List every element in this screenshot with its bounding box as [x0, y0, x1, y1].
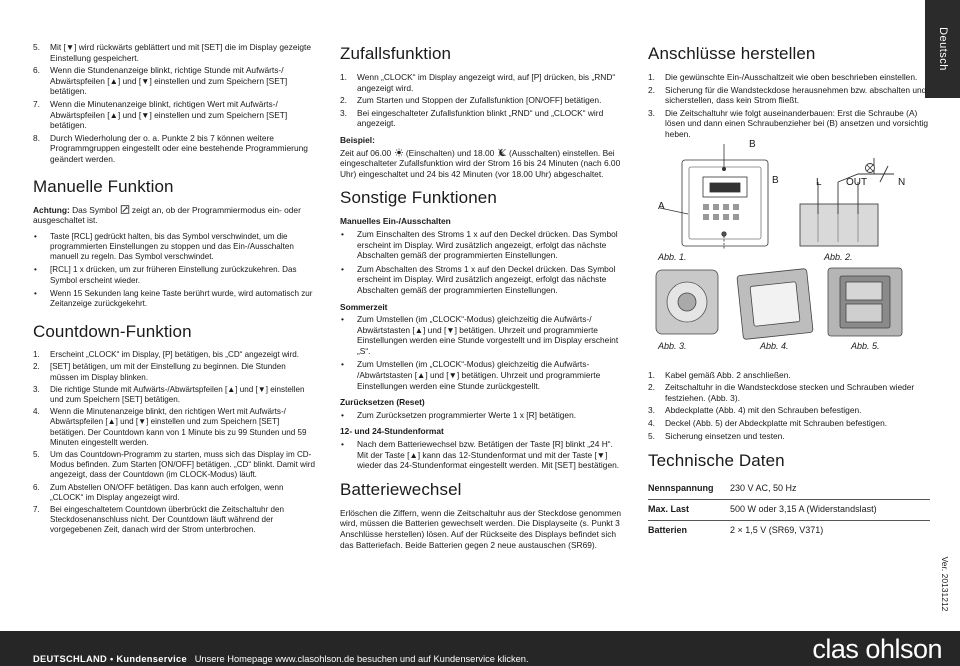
sun-icon [394, 148, 404, 157]
figure-label-b-1: B [749, 138, 756, 150]
programming-steps-list [33, 42, 315, 165]
section-title-other: Sonstige Funktionen [340, 188, 497, 208]
install-steps-list [648, 370, 930, 442]
reset-heading: Zurücksetzen (Reset) [340, 397, 425, 408]
list-item: • Wenn 15 Sekunden lang keine Taste berührt wurde, wird automatisch zur Zeitanzeige zurückgekehrt. [33, 289, 315, 309]
battery-text: Erlöschen die Ziffern, wenn die Zeitschaltuhr aus der Steckdose genommen wird, müssen die Batterien gewechselt werden. Die Displayseite (s. Punkt 3 Anschlüsse herstellen) lösen. Auf der Rückseite des Displays befindet sich das Batteriefach. Beide Batterien gegen 2 neue austauschen (SR69). [340, 507, 622, 550]
list-item: 3. Die richtige Stunde mit Aufwärts-/Abwärtspfeilen [▲] und [▼] einstellen und zum Speichern [SET] betätigen. [33, 385, 315, 405]
wiring-drawing [800, 158, 894, 246]
countdown-steps-list [33, 350, 315, 535]
column-middle [340, 44, 623, 553]
list-item: 1. Kabel gemäß Abb. 2 anschließen. [648, 370, 930, 381]
list-item: • Zum Umstellen (im „CLOCK“-Modus) gleichzeitig die Aufwärts- /Abwärtstasten [▲] und [▼] betätigen. Uhrzeit und programmierte Einstellungen werden eine Stunde zurückgestellt. [340, 359, 623, 391]
timer-front-drawing [660, 144, 768, 250]
footer-website-note: Unsere Homepage www.clasohlson.de besuchen und auf Kundenservice klicken. [194, 654, 529, 664]
section-title-manual: Manuelle Funktion [33, 176, 174, 196]
list-item: 2. Sicherung für die Wandsteckdose herausnehmen bzw. abschalten und sicherstellen, dass kein Strom fließt. [648, 85, 930, 106]
table-row: Nennspannung 230 V AC, 50 Hz [648, 479, 930, 500]
list-item: • Nach dem Batteriewechsel bzw. Betätigen der Taste [R] blinkt „24 H“. Mit der Taste [▲] kann das 12-Stundenformat und mit der Taste [▼] wieder das 24-Stundenformat eingestellt werden. Mit [SET] bestätigen. [340, 439, 623, 471]
figure-caption-3: Abb. 3. [658, 340, 687, 351]
list-item: 5. Mit [▼] wird rückwärts geblättert und mit [SET] die im Display gezeigte Einstellung gespeichert. [33, 42, 315, 63]
manual-switch-bullets [340, 229, 623, 296]
list-item: 1. Wenn „CLOCK“ im Display angezeigt wird, auf [P] drücken, bis „RND“ angezeigt wird. [340, 72, 623, 93]
list-item: • Zum Umstellen (im „CLOCK“-Modus) gleichzeitig die Aufwärts-/ Abwärtstasten [▲] und [▼] betätigen. Uhrzeit und programmierte Einstellungen werden eine Stunde vorgestellt und im Display erscheint „S“. [340, 314, 623, 356]
version-label: Ver. 20131212 [940, 556, 950, 612]
summer-time-bullets [340, 314, 623, 391]
section-title-connect: Anschlüsse herstellen [648, 44, 816, 63]
program-mode-icon [120, 205, 130, 214]
list-item: 3. Abdeckplatte (Abb. 4) mit den Schrauben befestigen. [648, 405, 930, 416]
list-item: • Zum Abschalten des Stroms 1 x auf den Deckel drücken. Das Symbol erscheint im Display. Wird zusätzlich angezeigt, erfolgt das nächste Abschalten gemäß der programmierten Einstellungen. [340, 264, 623, 296]
column-left [33, 42, 315, 538]
spacer [648, 443, 930, 451]
spacer [33, 312, 315, 322]
reset-bullets [340, 410, 623, 421]
moon-icon [497, 148, 507, 157]
specs-table [648, 479, 930, 541]
list-item: 6. Wenn die Stundenanzeige blinkt, richtige Stunde mit Aufwärts-/ Abwärtspfeilen [▲] und [▼] einstellen und zum Speichern [SET] betätigen. [33, 65, 315, 97]
example-text: Zeit auf 06.00 (Einschalten) und 18.00 (Ausschalten) einstellen. Bei eingeschalteter Zufallsfunktion wird der Strom 16 bis 24 Minuten (nach 6.00 Uhr) eingeschaltet und 24 bis 42 Minuten (vor 18.00 Uhr) abgeschaltet. [340, 147, 621, 179]
list-item: 3. Die Zeitschaltuhr wie folgt auseinanderbauen: Erst die Schraube (A) lösen und dann einen Schraubenzieher bei (B) ansetzen und vorsichtig heben. [648, 108, 930, 140]
list-item: 1. Erscheint „CLOCK“ im Display, [P] betätigen, bis „CD“ angezeigt wird. [33, 350, 315, 360]
section-title-countdown: Countdown-Funktion [33, 322, 192, 342]
brand-logo: clas ohlson [812, 634, 942, 664]
footer-bar [0, 631, 960, 666]
format-heading: 12- und 24-Stundenformat [340, 426, 444, 437]
language-tab [925, 0, 960, 98]
figure-caption-5: Abb. 5. [851, 340, 880, 351]
column-right [648, 44, 930, 541]
list-item: 7. Bei eingeschaltetem Countdown überbrückt die Zeitschaltuhr den Steckdosenanschluss nicht. Der Countdown läuft während der vorgegebenen Zeit, danach wird der Strom unterbrochen. [33, 505, 315, 536]
summer-time-heading: Sommerzeit [340, 301, 388, 312]
language-label: Deutsch [936, 27, 949, 71]
random-steps-list [340, 72, 623, 129]
installation-figures [648, 138, 930, 362]
list-item: 5. Sicherung einsetzen und testen. [648, 431, 930, 442]
format-bullets [340, 439, 623, 471]
list-item: 1. Die gewünschte Ein-/Ausschaltzeit wie oben beschrieben einstellen. [648, 72, 930, 83]
terminal-label-out: OUT [846, 176, 868, 188]
list-item: 4. Deckel (Abb. 5) der Abdeckplatte mit Schrauben befestigen. [648, 418, 930, 429]
list-item: 5. Um das Countdown-Programm zu starten, muss sich das Display im CD-Modus befinden. Zum Starten [ON/OFF] betätigen. „CD“ blinkt. Damit wird angezeigt, dass der Countdown (im CLOCK-Modus) läuft. [33, 450, 315, 481]
timer-mounting-drawings [656, 268, 902, 339]
connect-steps-list [648, 72, 930, 140]
list-item: • Zum Zurücksetzen programmierter Werte 1 x [R] betätigen. [340, 410, 623, 421]
list-item: 6. Zum Abstellen ON/OFF betätigen. Das kann auch erfolgen, wenn „CLOCK“ im Display angezeigt wird. [33, 483, 315, 503]
section-title-specs: Technische Daten [648, 451, 785, 471]
list-item: 4. Wenn die Minutenanzeige blinkt, den richtigen Wert mit Aufwärts-/ Abwärtspfeilen [▲] und [▼] einstellen und zum Speichern [SET] betätigen. Der Countdown kann von 1 Minute bis zu 99 Stunden und 59 Minuten eingestellt werden. [33, 407, 315, 448]
list-item: 7. Wenn die Minutenanzeige blinkt, richtigen Wert mit Aufwärts-/ Abwärtspfeilen [▲] und [▼] einstellen und zum Speichern [SET] betätigen. [33, 99, 315, 131]
figure-label-a: A [658, 200, 665, 212]
spacer [33, 167, 315, 177]
footer-text [33, 654, 529, 664]
installation-drawings [648, 138, 930, 362]
list-item: 3. Bei eingeschalteter Zufallsfunktion blinkt „RND“ und „CLOCK“ wird angezeigt. [340, 108, 623, 129]
example-heading: Beispiel: [340, 134, 375, 145]
figure-caption-4: Abb. 4. [760, 340, 789, 351]
manual-bullets [33, 232, 315, 309]
table-row: Max. Last 500 W oder 3,15 A (Widerstandslast) [648, 500, 930, 521]
list-item: 8. Durch Wiederholung der o. a. Punkte 2 bis 7 können weitere Programmgruppen eingestellt oder eine bestehende Programmierung geändert werden. [33, 133, 315, 165]
figure-label-b-2: B [772, 174, 779, 186]
list-item: 2. [SET] betätigen, um mit der Einstellung zu beginnen. Die Stunden müssen im Display blinken. [33, 362, 315, 382]
list-item: 2. Zeitschaltuhr in die Wandsteckdose stecken und Schrauben wieder festziehen. (Abb. 3). [648, 382, 930, 403]
footer-region: DEUTSCHLAND • Kundenservice [33, 654, 187, 664]
figure-caption-2: Abb. 2. [824, 251, 853, 262]
figure-caption-1: Abb. 1. [658, 251, 687, 262]
manual-note: Achtung: Das Symbol zeigt an, ob der Programmiermodus ein- oder ausgeschaltet ist. [33, 204, 301, 226]
list-item: 2. Zum Starten und Stoppen der Zufallsfunktion [ON/OFF] betätigen. [340, 95, 623, 106]
terminal-label-n: N [898, 176, 906, 188]
list-item: • [RCL] 1 x drücken, um zur früheren Einstellung zurückzukehren. Das Symbol erscheint wieder. [33, 265, 315, 285]
version-marker [938, 556, 952, 612]
list-item: • Taste [RCL] gedrückt halten, bis das Symbol verschwindet, um die programmierten Einstellungen zu stoppen und das Ein-/Ausschalten manuell zu regeln. Das Symbol verschwindet. [33, 232, 315, 263]
section-title-random: Zufallsfunktion [340, 44, 452, 63]
manual-switch-heading: Manuelles Ein-/Ausschalten [340, 216, 451, 227]
section-title-battery: Batteriewechsel [340, 479, 462, 499]
table-row: Batterien 2 × 1,5 V (SR69, V371) [648, 525, 824, 536]
terminal-label-l: L [816, 176, 822, 188]
list-item: • Zum Einschalten des Stroms 1 x auf den Deckel drücken. Das Symbol erscheint im Display. Wird zusätzlich angezeigt, erfolgt das nächste Abschalten gemäß der programmierten Einstellungen. [340, 229, 623, 261]
